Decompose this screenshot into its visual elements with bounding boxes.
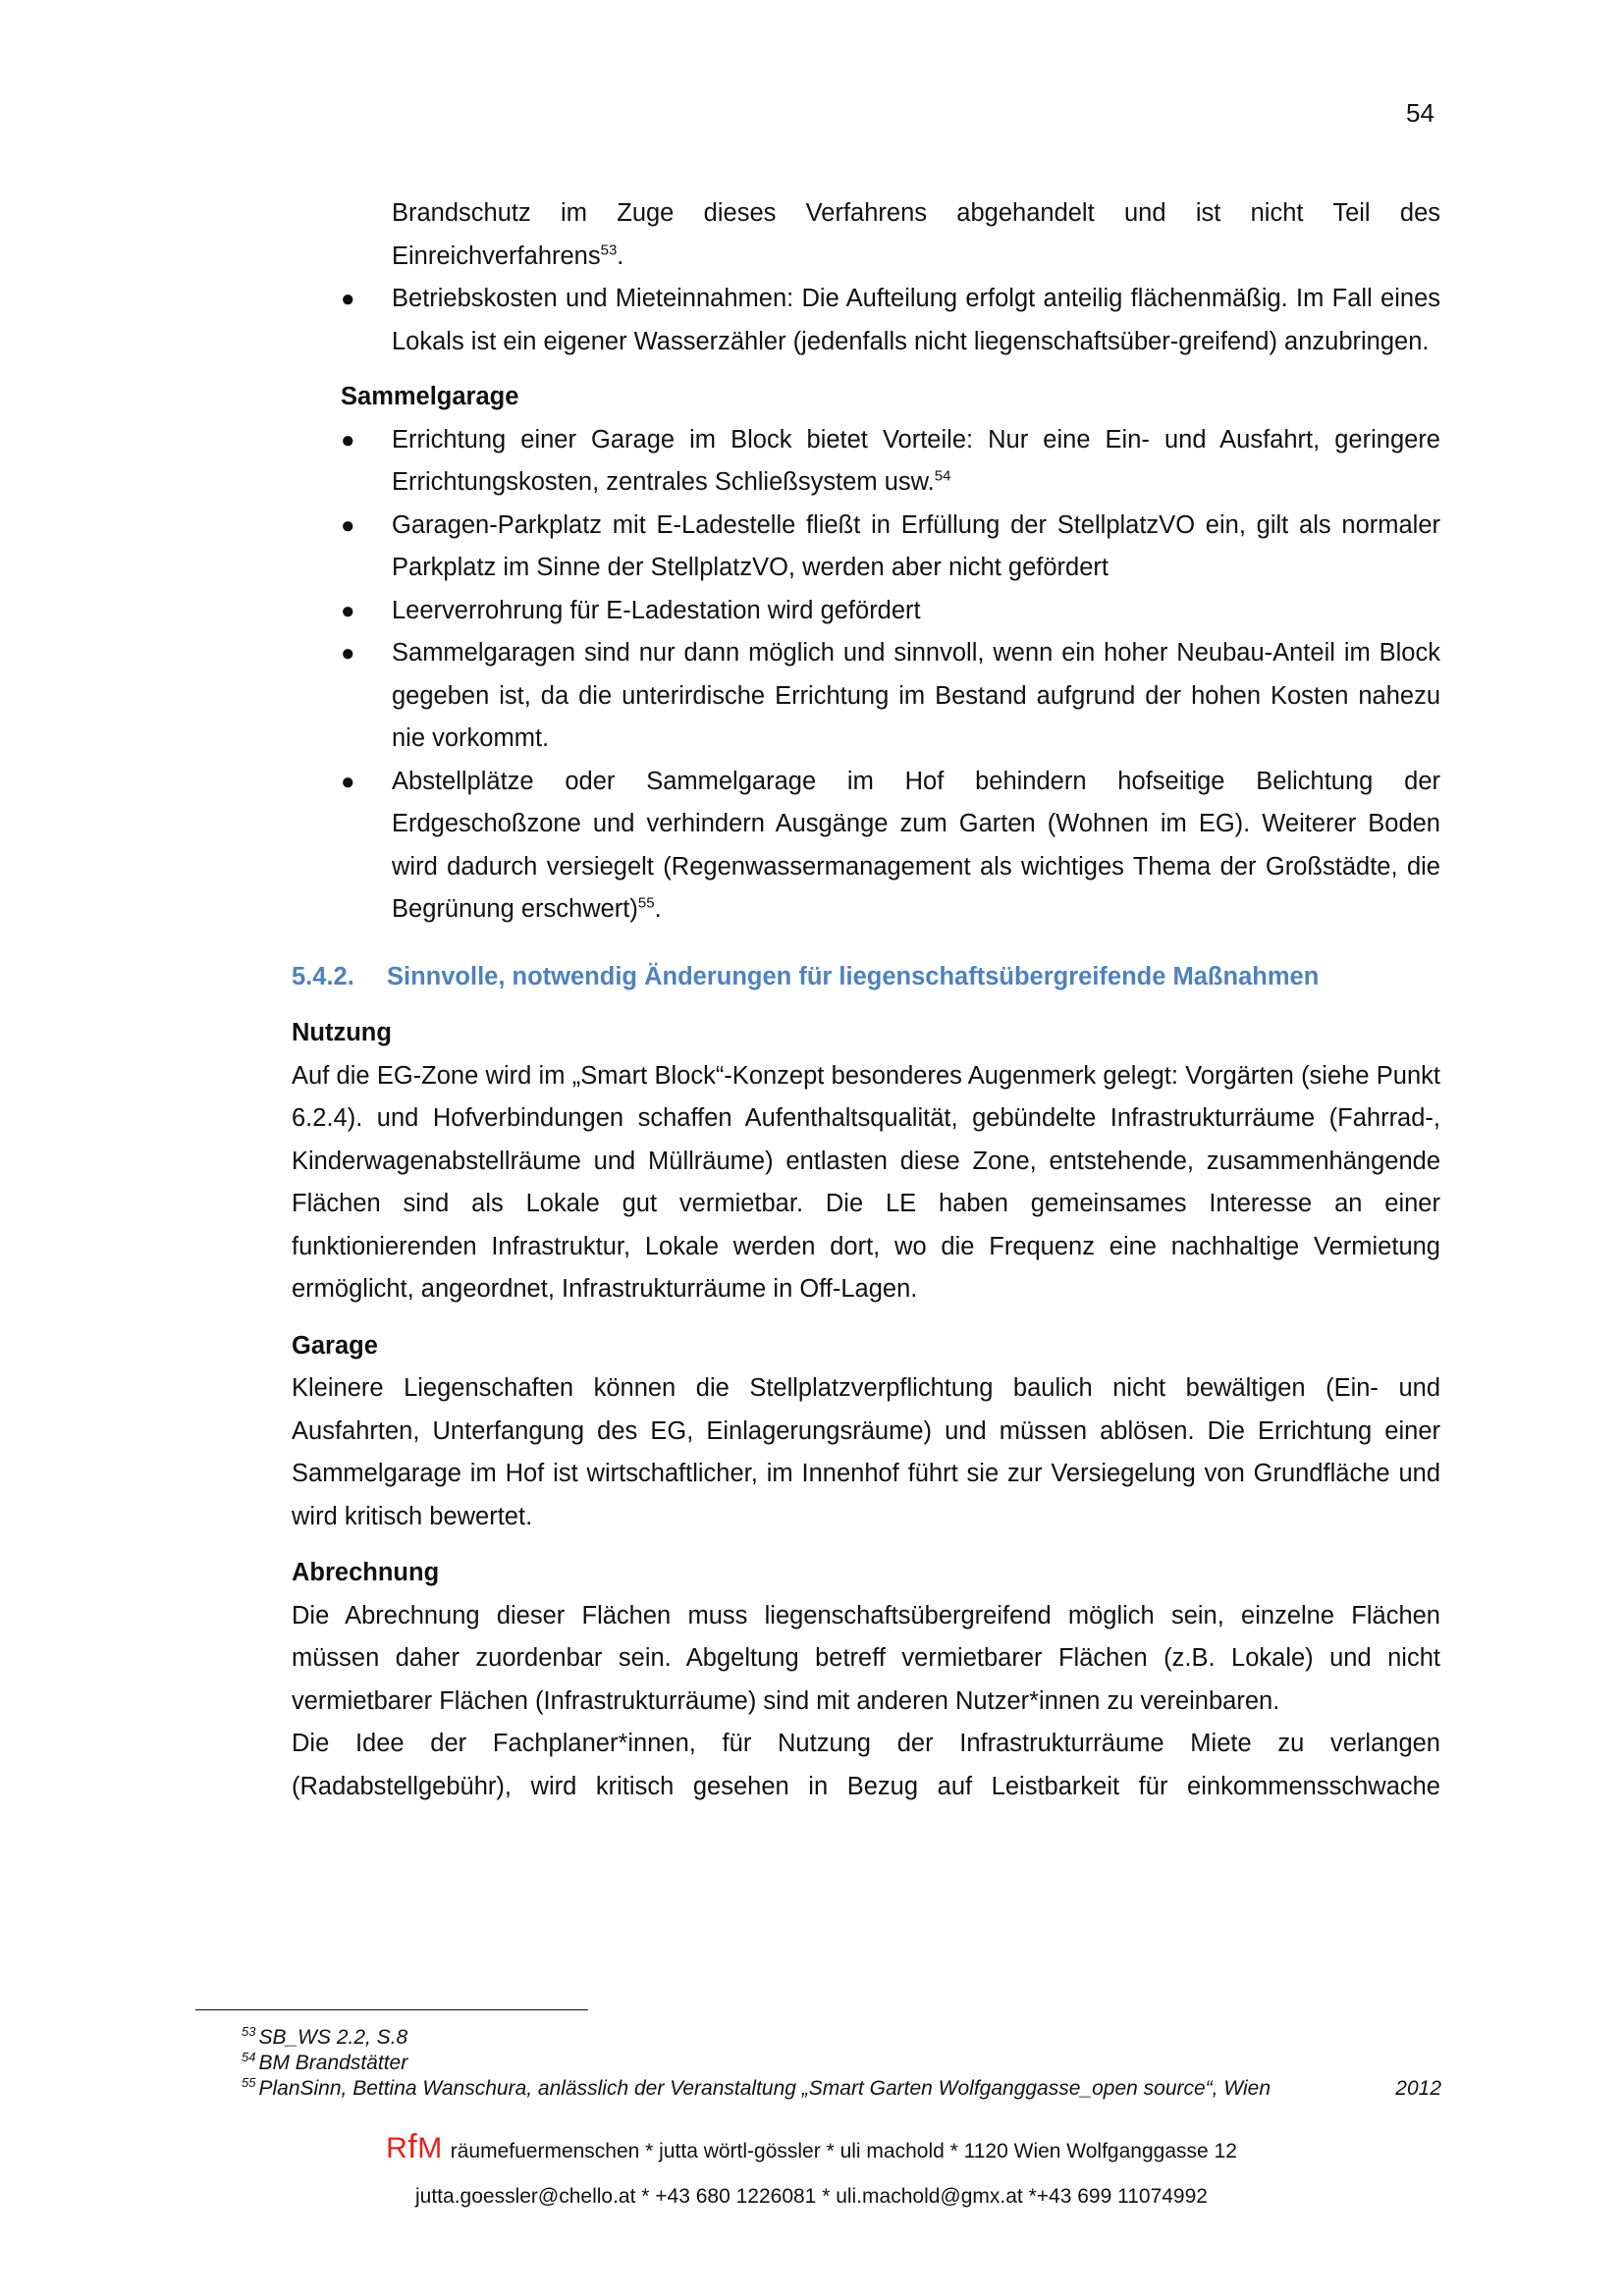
- subheading-nutzung: Nutzung: [292, 1019, 392, 1046]
- bullet-icon: ●: [341, 768, 355, 795]
- continued-paragraph: Brandschutz im Zuge dieses Verfahrens abgehandelt und ist nicht Teil des Einreichverfahrens$^{53}$.: [392, 199, 1440, 270]
- bullet-list-costs: [292, 278, 1440, 363]
- section-heading: [292, 956, 1440, 999]
- footnote-ref[interactable]: 55: [637, 894, 655, 912]
- subheading-abrechnung: Abrechnung: [292, 1559, 440, 1586]
- page-number: 54: [1406, 98, 1434, 128]
- footnote: $^{53}$ SB_WS 2.2, S.8: [242, 2024, 408, 2049]
- footnote-number: 55: [242, 2075, 256, 2090]
- list-item: ● Sammelgaragen sind nur dann möglich und sinnvoll, wenn ein hoher Neubau-Anteil im Block gegeben ist, da die unterirdische Errichtung im Bestand aufgrund der hohen Kosten nahezu nie vorkommt.: [292, 632, 1440, 761]
- footer-contact-line: jutta.goessler@chello.at * +43 680 1226081 * uli.machold@gmx.at *+43 699 11074992: [415, 2185, 1208, 2208]
- footnote: $^{54}$ BM Brandstätter: [242, 2050, 408, 2074]
- main-content: [292, 192, 1440, 1808]
- paragraph-nutzung: Auf die EG-Zone wird im „Smart Block“-Konzept besonderes Augenmerk gelegt: Vorgärten (siehe Punkt 6.2.4). und Hofverbindungen schaffen Aufenthaltsqualität, gebündelte Infrastrukturräume (Fahrrad-, Kinderwagenabstellräume und Müllräume) entlasten diese Zone, entstehende, zusammenhängende Flächen sind als Lokale gut vermietbar. Die LE haben gemeinsames Interesse an einer funktionierenden Infrastruktur, Lokale werden dort, wo die Frequenz eine nachhaltige Vermietung ermöglicht, angeordnet, Infrastrukturräume in Off-Lagen.: [292, 1061, 1440, 1303]
- footnote-ref[interactable]: 54: [934, 467, 951, 485]
- footnote: $^{55}$ PlanSinn, Bettina Wanschura, anlässlich der Veranstaltung „Smart Garten Wolfganggasse_open source“, Wien 2012: [242, 2075, 1441, 2100]
- list-item: ● Errichtung einer Garage im Block bietet Vorteile: Nur eine Ein- und Ausfahrt, geringere Errichtungskosten, zentrales Schließsystem usw.$^{54}$: [292, 419, 1440, 505]
- list-item: ● Leerverrohrung für E-Ladestation wird gefördert: [292, 590, 1440, 633]
- bullet-icon: ●: [341, 286, 355, 312]
- paragraph-garage: Kleinere Liegenschaften können die Stellplatzverpflichtung baulich nicht bewältigen (Ein- und Ausfahrten, Unterfangung des EG, Einlagerungsräume) und müssen ablösen. Die Errichtung einer Sammelgarage im Hof ist wirtschaftlicher, im Innenhof führt sie zur Versiegelung von Grundfläche und wird kritisch bewertet.: [292, 1374, 1440, 1530]
- bullet-icon: ●: [341, 511, 355, 539]
- continued-paragraph-text: Brandschutz im Zuge dieses Verfahrens abgehandelt und ist nicht Teil des Einreichverfahrens: [392, 199, 1440, 270]
- subheading-garage: Garage: [292, 1331, 378, 1360]
- bullet-list-sammelgarage: [292, 419, 1440, 932]
- subheading-sammelgarage: Sammelgarage: [341, 383, 519, 410]
- paragraph-abrechnung-1: Die Abrechnung dieser Flächen muss liegenschaftsübergreifend möglich sein, einzelne Flächen müssen daher zuordenbar sein. Abgeltung betreff vermietbarer Flächen (z.B. Lokale) und nicht vermietbarer Flächen (Infrastrukturräume) sind mit anderen Nutzer*innen zu vereinbaren.: [292, 1601, 1440, 1715]
- page-footer: [0, 2128, 1623, 2212]
- bullet-icon: ●: [341, 640, 355, 667]
- list-item: ● Abstellplätze oder Sammelgarage im Hof behindern hofseitige Belichtung der Erdgeschoßzone und verhindern Ausgänge zum Garten (Wohnen im EG). Weiterer Boden wird dadurch versiegelt (Regenwassermanagement als wichtiges Thema der Großstädte, die Begrünung erschwert)$^{55}$.: [292, 761, 1440, 932]
- bullet-icon: ●: [341, 426, 355, 454]
- footnote-year: 2012: [1395, 2077, 1441, 2100]
- footnote-ref[interactable]: 53: [600, 241, 618, 258]
- section-title: Sinnvolle, notwendig Änderungen für liegenschaftsübergreifende Maßnahmen: [387, 962, 1320, 990]
- footnote-number: 53: [242, 2024, 256, 2039]
- rfm-logo: RfM: [386, 2128, 443, 2165]
- footnote-separator: [195, 2009, 588, 2010]
- list-item: ● Garagen-Parkplatz mit E-Ladestelle fließt in Erfüllung der StellplatzVO ein, gilt als normaler Parkplatz im Sinne der StellplatzVO, werden aber nicht gefördert: [292, 505, 1440, 590]
- list-item: ● Betriebskosten und Mieteinnahmen: Die Aufteilung erfolgt anteilig flächenmäßig. Im Fall eines Lokals ist ein eigener Wasserzähler (jedenfalls nicht liegenschaftsüber-greifend) anzubringen.: [292, 278, 1440, 363]
- section-number: 5.4.2.: [292, 962, 354, 990]
- footnote-number: 54: [242, 2050, 256, 2064]
- footer-line-1: RfM räumefuermenschen * jutta wörtl-gössler * uli machold * 1120 Wien Wolfganggasse 12: [386, 2128, 1237, 2165]
- bullet-icon: ●: [341, 597, 355, 624]
- paragraph-abrechnung-2: Die Idee der Fachplaner*innen, für Nutzung der Infrastrukturräume Miete zu verlangen (Radabstellgebühr), wird kritisch gesehen in Bezug auf Leistbarkeit für einkommensschwache: [292, 1730, 1440, 1800]
- footnotes: [242, 2025, 1441, 2102]
